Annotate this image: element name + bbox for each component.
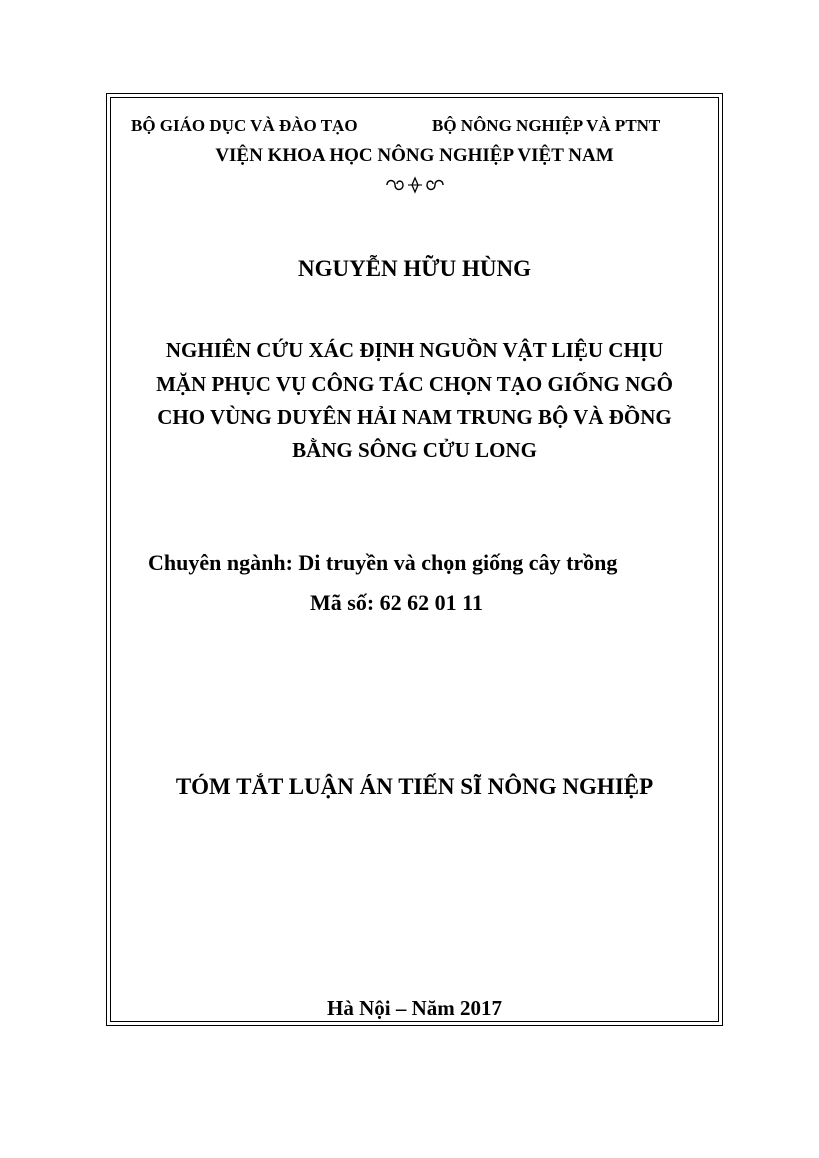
place-and-year: Hà Nội – Năm 2017 [327, 996, 502, 1020]
ministry-agriculture: BỘ NÔNG NGHIỆP VÀ PTNT [432, 116, 661, 135]
thesis-title-line: NGHIÊN CỨU XÁC ĐỊNH NGUỒN VẬT LIỆU CHỊU [165, 338, 664, 362]
major-code: Mã số: 62 62 01 11 [310, 590, 483, 615]
thesis-title-line: MẶN PHỤC VỤ CÔNG TÁC CHỌN TẠO GIỐNG NGÔ [156, 372, 673, 396]
major-field: Chuyên ngành: Di truyền và chọn giống cây trồng [148, 550, 618, 575]
institute-name: VIỆN KHOA HỌC NÔNG NGHIỆP VIỆT NAM [215, 145, 614, 166]
ornament-divider [110, 176, 719, 199]
document-type: TÓM TẮT LUẬN ÁN TIẾN SĨ NÔNG NGHIỆP [175, 774, 654, 799]
ornament-icon [383, 176, 447, 194]
author-name: NGUYỄN HỮU HÙNG [298, 256, 531, 281]
ministry-education: BỘ GIÁO DỤC VÀ ĐÀO TẠO [131, 116, 358, 135]
thesis-title-line: CHO VÙNG DUYÊN HẢI NAM TRUNG BỘ VÀ ĐỒNG [157, 405, 672, 429]
thesis-title-line: BẰNG SÔNG CỬU LONG [292, 438, 537, 462]
